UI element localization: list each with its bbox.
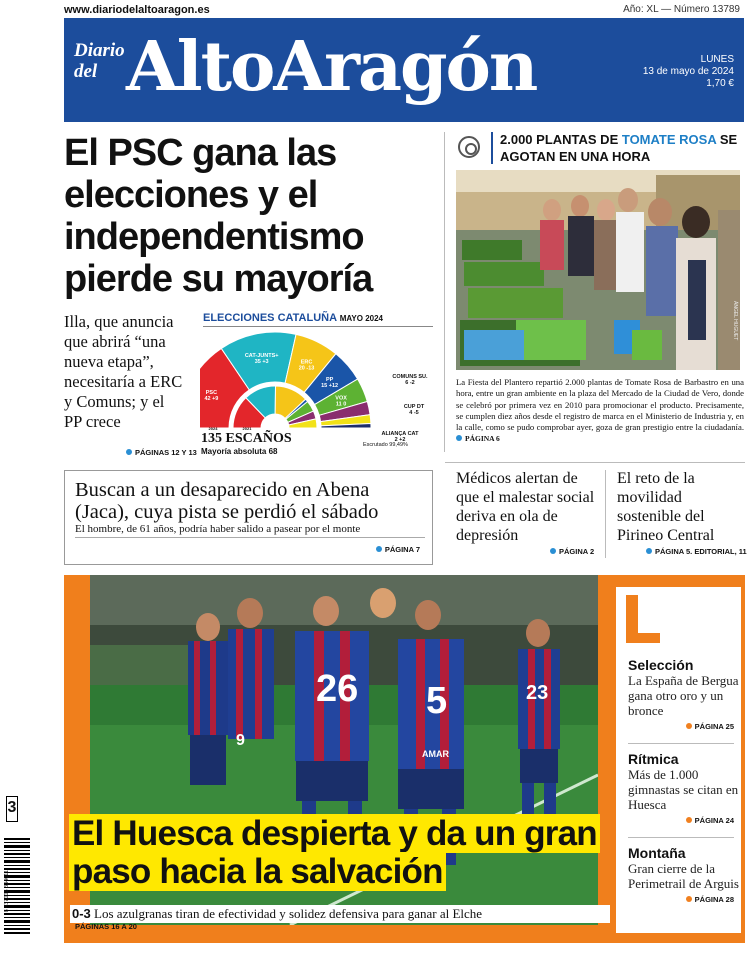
market-photo-illustration (456, 170, 740, 370)
bullet-icon (550, 548, 556, 554)
tomate-page[interactable]: PÁGINA 6 (456, 434, 500, 443)
issue-number: Año: XL — Número 13789 (623, 4, 740, 15)
abena-page[interactable]: PÁGINA 7 (376, 545, 420, 554)
price-digit: 3 (6, 796, 18, 822)
player-number: 23 (526, 682, 549, 704)
abena-headline[interactable]: Buscan a un desaparecido en Abena (Jaca), cuya pista se perdió el sábado (75, 479, 379, 523)
photo-credit: ÁNGEL HUGUET (732, 300, 738, 340)
lead-pages[interactable]: PÁGINAS 12 Y 13 (126, 448, 197, 457)
bullet-icon (646, 548, 652, 554)
tomate-body: La Fiesta del Plantero repartió 2.000 plantas de Tomate Rosa de Barbastro en una hora, entre un gran ambiente en la plaza del Mercado de la Ciudad de Vero, donde se celebró por primera vez en 2010 para promocionar el producto. Precisamente, se cumplen diez años desde el registro de marca en el Ministerio de Industria y, en la calle, como se pudo comprobar ayer, goza de gran prestigio entre la ciudadanía. PÁGINA 6 (456, 377, 744, 444)
huesca-headline[interactable]: El Huesca despierta y da un gran paso hacia la salvación (69, 815, 597, 891)
sports-divider (628, 837, 734, 838)
party-label: PSC 42 +9 (204, 390, 219, 403)
lead-headline[interactable]: El PSC gana las elecciones y el independentismo pierde su mayoría (64, 132, 373, 300)
bullet-icon (376, 546, 382, 552)
masthead-diario: Diario del (74, 40, 125, 82)
abena-rule (75, 537, 425, 538)
party-label: VOX 11 0 (335, 395, 347, 408)
column-divider (605, 470, 606, 558)
barcode-number: 8 437008 334011 (4, 870, 10, 913)
sports-divider (628, 743, 734, 744)
party-label: ERC 20 -13 (298, 359, 315, 372)
scrutiny-label: Escrutado 99,49% (363, 442, 408, 448)
shirt-sponsor: AMAR (422, 749, 449, 759)
masthead-date: LUNES 13 de mayo de 2024 1,70 € (642, 54, 734, 89)
medicos-page[interactable]: PÁGINA 2 (550, 547, 594, 556)
match-score: 0-3 (72, 906, 91, 921)
tomate-rule (491, 132, 493, 164)
bullet-icon (686, 896, 692, 902)
plant-icon (458, 136, 480, 158)
tomate-photo[interactable] (456, 170, 740, 370)
bullet-icon (686, 723, 692, 729)
tomate-headline[interactable]: 2.000 PLANTAS DE TOMATE ROSA SE AGOTAN EN UNA HORA (500, 132, 738, 164)
sports-item-montana[interactable]: Montaña Gran cierre de la Perimetrail de Arguis PÁGINA 28 (628, 845, 739, 904)
sports-sidebar (616, 587, 741, 933)
section-rule (445, 462, 745, 463)
abena-sub: El hombre, de 61 años, podría haber salido a pasear por el monte (75, 523, 361, 535)
column-divider (444, 132, 445, 452)
player-number: 5 (426, 680, 448, 722)
party-label: CAT-JUNTS+ 35 +3 (244, 353, 279, 366)
bullet-icon (126, 449, 132, 455)
majority-label: Mayoría absoluta 68 (201, 447, 278, 456)
party-label: CUP DT 4 -5 (403, 404, 425, 416)
huesca-pages[interactable]: PÁGINAS 16 A 20 (66, 922, 137, 931)
party-label: COMUNS SU. 6 -2 (392, 374, 428, 386)
bullet-icon (686, 817, 692, 823)
bullet-icon (66, 923, 72, 929)
sports-item-page[interactable]: PÁGINA 24 (628, 816, 740, 825)
sports-item-seleccion[interactable]: Selección La España de Bergua gana otro oro y un bronce PÁGINA 25 (628, 657, 739, 731)
site-url[interactable]: www.diariodelaltoaragon.es (64, 4, 210, 16)
reto-page[interactable]: PÁGINA 5. EDITORIAL, 11 (646, 547, 747, 556)
masthead (64, 18, 744, 122)
reto-headline[interactable]: El reto de la movilidad sostenible del Pirineo Central (617, 470, 715, 544)
huesca-sub: 0-3 Los azulgranas tiran de efectividad y solidez defensiva para ganar al Elche (70, 905, 610, 923)
chart-rule (203, 326, 433, 327)
bullet-icon (456, 435, 462, 441)
seats-total: 135 ESCAÑOS (201, 431, 292, 446)
party-label: ALIANÇA CAT 2 +2 (381, 431, 419, 443)
abena-story[interactable] (64, 470, 433, 565)
player-number: 9 (236, 732, 245, 749)
ring-year-label: 2024 (208, 426, 218, 431)
sports-l-logo (626, 595, 660, 643)
lead-deck: Illa, que anuncia que abrirá “una nueva etapa”, necesitaría a ERC y Comuns; y el PP crece (64, 312, 183, 431)
ring-year-label: 2021 (242, 426, 252, 431)
medicos-headline[interactable]: Médicos alertan de que el malestar social deriva en ola de depresión (456, 470, 595, 544)
masthead-logo: AltoAragón (126, 27, 537, 107)
player-number: 26 (316, 668, 359, 710)
sports-item-page[interactable]: PÁGINA 28 (628, 895, 740, 904)
sports-item-ritmica[interactable]: Rítmica Más de 1.000 gimnastas se citan en Huesca PÁGINA 24 (628, 751, 739, 825)
sports-item-page[interactable]: PÁGINA 25 (628, 722, 740, 731)
party-label: PP 15 +12 (321, 377, 339, 390)
chart-title: ELECCIONES CATALUÑA MAYO 2024 (203, 312, 383, 324)
